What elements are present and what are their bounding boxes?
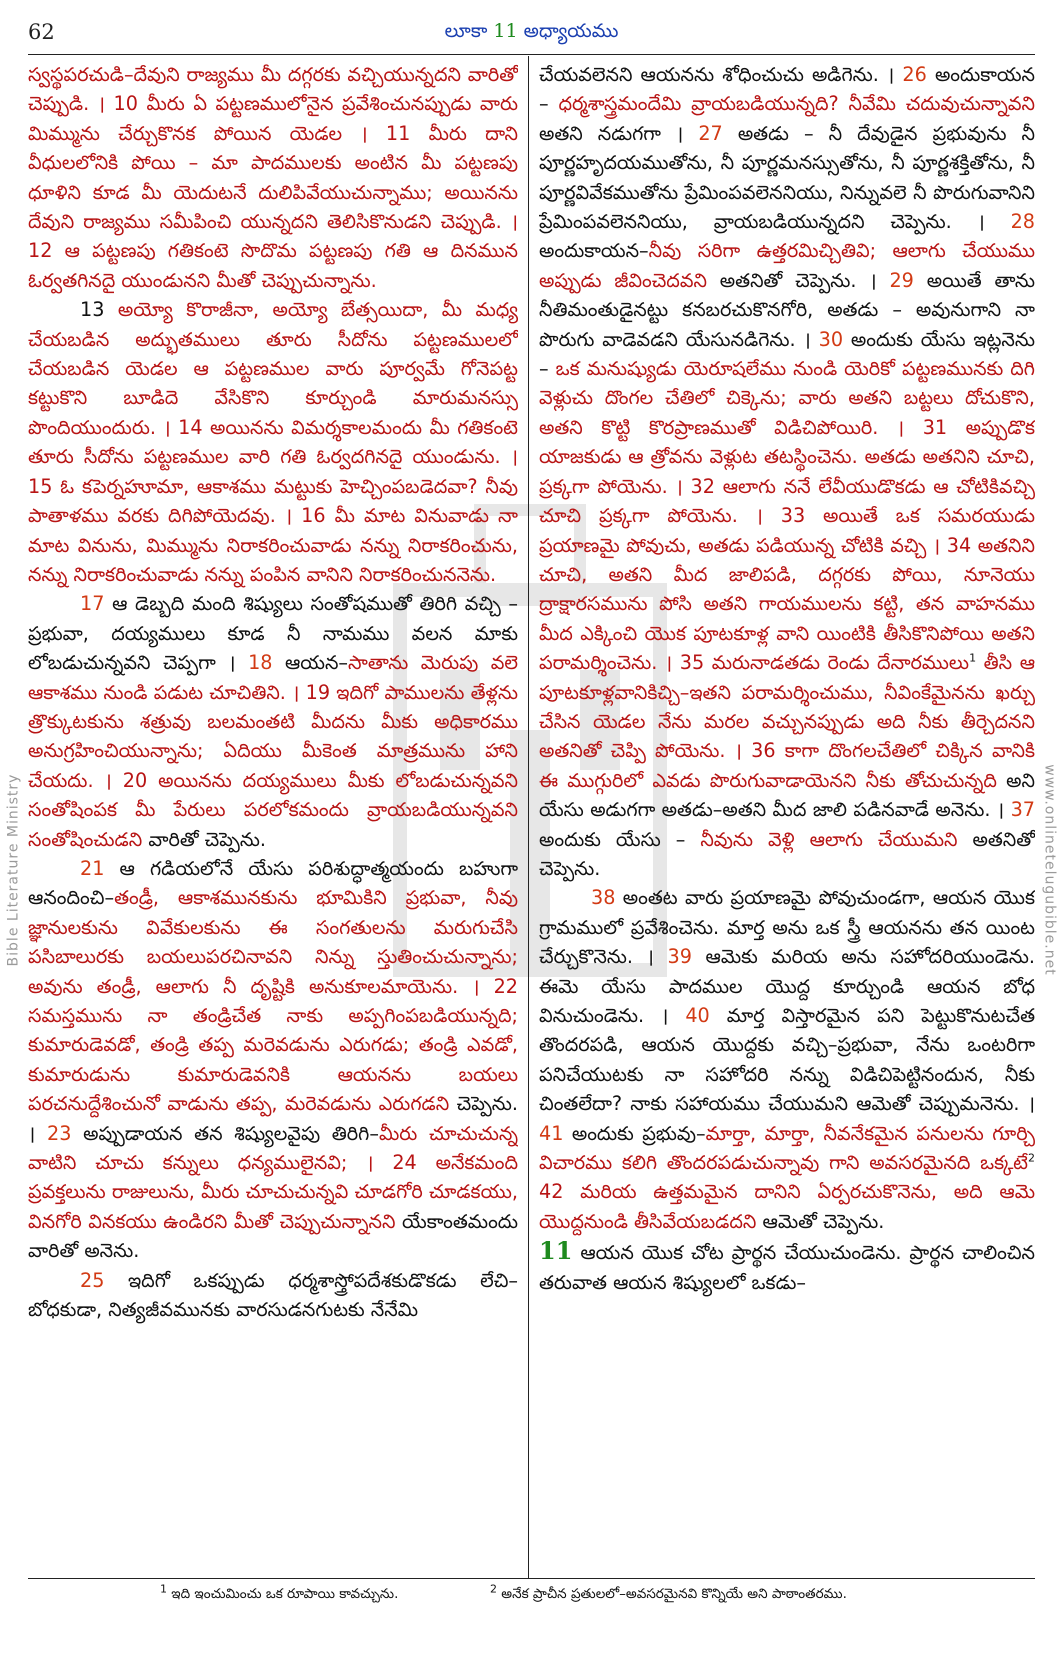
paragraph (28, 854, 518, 1266)
footnote-ref: 2 (1028, 1151, 1035, 1165)
paragraph (539, 60, 1035, 883)
left-column (28, 60, 518, 1575)
jesus-words: నీవు సరిగా ఉత్తరమిచ్చితివి; ఆలాగు చేయుము అప్పుడు జీవించెదవని (539, 239, 1035, 292)
side-text-right (1040, 690, 1060, 1050)
narrative-text: ఆయన– (272, 651, 349, 675)
footnote-mark: 2 (490, 1582, 497, 1596)
verse-number: 27 (698, 121, 723, 145)
narrative-text: అని యేసు అడుగగా అతడు–అతని మీద జాలి పడినవాడే అనెను. । (539, 768, 1035, 822)
page-number: 62 (28, 20, 55, 44)
verse-number: 40 (685, 1004, 710, 1027)
paragraph (28, 1266, 518, 1325)
narrative-text: ఇదిగో ఒకప్పుడు ధర్మశాస్త్రోపదేశకుడొకడు లేచి–బోధకుడా, నిత్యజీవమునకు వారసుడనగుటకు నేనేమి (28, 1268, 518, 1322)
verse-number: 25 (80, 1268, 105, 1292)
narrative-text: అందుకాయన – (539, 63, 1035, 116)
header-chapter: 11 (493, 20, 518, 42)
narrative-text: మార్త విస్తారమైన పని పెట్టుకొనుటచేత తొందరపడి, ఆయన యొద్దకు వచ్చి–ప్రభువా, నేను ఒంటరిగా పనిచేయుటకు నా సహోదరి నన్ను విడిచిపెట్టినందున, నీకు చింతలేదా? నాకు సహాయము చేయుమని ఆమెతో చెప్పుమనెను. । (539, 1004, 1035, 1116)
narrative-text: అతనితో చెప్పెను. (539, 827, 1035, 880)
verse-number: 23 (46, 1121, 72, 1145)
paragraph (28, 295, 518, 589)
verse-number: 28 (1010, 210, 1035, 234)
footnote-rule (28, 1578, 1035, 1579)
paragraph (539, 1236, 1035, 1297)
narrative-text: అందుకు యేసు ఇట్లనెను – (539, 327, 1035, 381)
side-text-left-label: Bible Literature Ministry (5, 773, 22, 967)
narrative-text: అంతట వారు ప్రయాణమై పోవుచుండగా, ఆయన యొక గ్రామములో ప్రవేశించెను. మార్త అను ఒక స్త్రీ ఆయనను తన యింట చేర్చుకొనెను. । (539, 886, 1035, 969)
verse-number: 21 (80, 856, 105, 880)
paragraph (28, 60, 518, 295)
narrative-text: ఆ గడియలోనే యేసు పరిశుద్ధాత్మయందు బహుగా ఆనందించి– (28, 856, 518, 910)
narrative-text: 13 (80, 298, 118, 322)
jesus-words: తీసి ఆ పూటకూళ్లవానికిచ్చి–ఇతని పరామర్శించుము, నీవింకేమైనను ఖర్చు చేసిన యెడల నేను మరల వచ్చునప్పుడు అది నీకు తీర్చెదనని అతనితో చెప్పి పోయెను. । 36 కాగా దొంగలచేతిలో చిక్కిన వానికి ఈ ముగ్గురిలో ఎవడు పొరుగువాడాయెనని నీకు తోచుచున్నది (539, 651, 1035, 792)
verse-number: 17 (80, 592, 105, 616)
jesus-words: మీరు చూచుచున్న వాటిని చూచు కన్నులు ధన్యములైనవి; । 24 అనేకమంది ప్రవక్తలును రాజులును, మీరు చూచుచున్నవి చూడగోరి చూడకయు, వినగోరి వినకయు ఉండిరని మీతో చెప్పుచున్నానని (28, 1121, 518, 1233)
verse-number: 38 (591, 886, 616, 910)
narrative-text: అతడు – నీ దేవుడైన ప్రభువును నీ పూర్ణహృదయముతోను, నీ పూర్ణమనస్సుతోను, నీ పూర్ణశక్తితోను, నీ పూర్ణవివేకముతోను ప్రేమింపవలెననియు, నిన్నువలె నీ పొరుగువానిని ప్రేమింపవలెననియు, వ్రాయబడియున్నదని చెప్పెను. । (539, 121, 1035, 234)
verse-number: 37 (1010, 798, 1035, 822)
jesus-words: ఒక మనుష్యుడు యెరూషలేము నుండి యెరికో పట్టణమునకు దిగి వెళ్లుచు దొంగల చేతిలో చిక్కెను; వారు అతని బట్టలు దోచుకొని, అతని కొట్టి కొరప్రాణముతో విడిచిపోయిరి. । 31 అప్పుడొక యాజకుడు ఆ త్రోవను వెళ్లుట తటస్థించెను. అతడు అతనిని చూచి, ప్రక్కగా పోయెను. । 32 ఆలాగు ననే లేవీయుడొకడు ఆ చోటికివచ్చి చూచి ప్రక్కగా పోయెను. । 33 అయితే ఒక సమరయుడు ప్రయాణమై పోవుచు, అతడు పడియున్న చోటికి వచ్చి । 34 అతనిని చూచి, అతని మీద జాలిపడి, దగ్గరకు పోయి, నూనెయు ద్రాక్షారసమును పోసి అతని గాయములను కట్టి, తన వాహనము మీద ఎక్కించి యొక పూటకూళ్ల వాని యింటికి తీసికొనిపోయి అతని పరామర్శించెను. । 35 మరునాడతడు రెండు దేనారములు (539, 357, 1035, 675)
narrative-text: అందుకాయన– (539, 239, 649, 263)
narrative-text: అందుకు యేసు – (539, 827, 701, 851)
narrative-text: అయితే తాను నీతిమంతుడైనట్టు కనబరచుకొనగోరి, అతడు – అవునుగాని నా పొరుగు వాడెవడని యేసునడిగెను. । (539, 268, 1035, 351)
jesus-words: సాతాను మెరుపు వలె ఆకాశము నుండి పడుట చూచితిని. । 19 ఇదిగో పాములను తేళ్లను త్రొక్కుటకును శత్రువు బలమంతటి మీదను మీకు అధికారము అనుగ్రహించియున్నాను; ఏదియు మీకెంత మాత్రమును హాని చేయదు. । 20 అయినను దయ్యములు మీకు లోబడుచున్నవని సంతోషింపక మీ పేరులు పరలోకమందు వ్రాయబడియున్నవని సంతోషించుడని (28, 651, 518, 851)
narrative-text: ఆమెతో చెప్పెను. (756, 1209, 885, 1233)
narrative-text: చెప్పగా । (150, 651, 249, 675)
jesus-words: తండ్రీ, ఆకాశమునకును భూమికిని ప్రభువా, నీవు జ్ఞానులకును వివేకులకును ఈ సంగతులను మరుగుచేసి పసిబాలురకు బయలుపరచినావని నిన్ను స్తుతించుచున్నాను; అవును తండ్రీ, ఆలాగు నీ దృష్టికి అనుకూలమాయెను. । 22 సమస్తమును నా తండ్రిచేత నాకు అప్పగింపబడియున్నది; కుమారుడెవడో, తండ్రి తప్ప మరెవడును ఎరుగడు; తండ్రి ఎవడో, కుమారుడును కుమారుడెవనికి ఆయనను బయలు పరచనుద్దేశించునో వాడును తప్ప, మరెవడును ఎరుగడని (28, 886, 518, 1116)
verse-number: 18 (248, 651, 273, 675)
column-divider (528, 56, 529, 1578)
narrative-text: ఆమెకు మరియ అను సహోదరియుండెను. ఈమె యేసు పాదముల యొద్ద కూర్చుండి ఆయన బోధ వినుచుండెను. । (539, 945, 1035, 1027)
jesus-words: 42 మరియ ఉత్తమమైన దానిని ఏర్పరచుకొనెను, అది ఆమె యొద్దనుండి తీసివేయబడదని (539, 1180, 1035, 1233)
footnote-text: ఇది ఇంచుమించు ఒక రూపాయి కావచ్చును. (171, 1586, 399, 1602)
chapter-number: 11 (539, 1236, 573, 1266)
jesus-words: మా పాదములకు అంటిన మీ పట్టణపు ధూళిని కూడ మీ యెదుటనే దులిపివేయుచున్నాము; అయినను దేవుని రాజ్యము సమీపించి యున్నదని తెలిసికొనుడని చెప్పుడి. । 12 ఆ పట్టణపు గతికంటె సొదొమ పట్టణపు గతి ఆ దినమున ఓర్వతగినదై యుండునని మీతో చెప్పుచున్నాను. (28, 151, 518, 292)
verse-number: 41 (539, 1121, 564, 1145)
header-book: లూకా (444, 20, 488, 42)
narrative-text: యేకాంతమందు వారితో అనెను. (28, 1209, 518, 1263)
narrative-text: ఆ డెబ్బది మంది శిష్యులు సంతోషముతో తిరిగి వచ్చి – (104, 592, 518, 616)
footnote-2 (490, 1582, 847, 1605)
jesus-words: మార్తా, మార్తా, నీవనేకమైన పనులను గూర్చి విచారము కలిగి తొందరపడుచున్నావు గాని అవసరమైనది ఒక్కటే (539, 1121, 1035, 1175)
header-word: అధ్యాయము (523, 20, 619, 42)
jesus-words: 10 మీరు ఏ పట్టణములోనైన ప్రవేశించునప్పుడు వారు మిమ్మును చేర్చుకొనక పోయిన యెడల । 11 మీరు దాని వీధులలోనికి పోయి – (28, 92, 518, 175)
jesus-words: ధర్మశాస్త్రమందేమి వ్రాయబడియున్నది? నీవేమి చదువుచున్నావని (558, 92, 1035, 116)
side-text-right-label: www.onlinetelugubible.net (1042, 764, 1058, 976)
jesus-words: అయ్యో కొరాజీనా, అయ్యో బేత్సయిదా, మీ మధ్య చేయబడిన అద్భుతములు తూరు సీదోను పట్టణములలో చేయబడిన యెడల ఆ పట్టణముల వారు పూర్వమే గోనెపట్ట కట్టుకొని బూడిదె వేసికొని కూర్చుండి మారుమనస్సు పొందియుందురు. । 14 అయినను విమర్శకాలమందు మీ గతికంటె తూరు సీదోను పట్టణముల వారి గతి ఓర్వదగినదై యుండును. । 15 ఓ కపెర్నహూమా, ఆకాశము మట్టుకు హెచ్చింపబడెదవా? నీవు పాతాళము వరకు దిగిపోయెదవు. । 16 మీ మాట వినువాడు నా మాట వినును, మిమ్మును నిరాకరించువాడు నన్ను నిరాకరించును, నన్ను నిరాకరించువాడు నన్ను పంపిన వానిని నిరాకరించుననెను. (28, 298, 518, 586)
verse-number: 29 (889, 268, 914, 292)
narrative-text: అతనితో చెప్పెను. । (706, 268, 890, 292)
footnote-ref: 1 (969, 651, 977, 665)
header-rule (28, 54, 1035, 55)
jesus-words: స్వస్థపరచుడి–దేవుని రాజ్యము మీ దగ్గరకు వచ్చియున్నదని వారితో చెప్పుడి. । (28, 63, 518, 116)
page-header (0, 20, 1063, 47)
paragraph (28, 589, 518, 854)
side-text-left (3, 690, 23, 1050)
narrative-text: చేయవలెనని ఆయనను శోధించుచు అడిగెను. । (539, 63, 903, 86)
paragraph (539, 883, 1035, 1236)
verse-number: 30 (818, 327, 844, 351)
footnote-mark: 1 (160, 1582, 167, 1596)
verse-number: 26 (902, 63, 927, 86)
narrative-text: అందుకు ప్రభువు– (563, 1121, 706, 1145)
narrative-text: అప్పుడాయన తన శిష్యులవైపు తిరిగి– (71, 1121, 379, 1145)
jesus-words: నీవును వెళ్లి ఆలాగు చేయుమని (700, 827, 958, 851)
verse-number: 39 (667, 945, 692, 969)
footnote-text: అనేక ప్రాచీన ప్రతులలో–అవసరమైనవి కొన్నియే అని పాఠాంతరము. (501, 1586, 847, 1602)
narrative-text: ప్రభువా, దయ్యములు కూడ నీ నామము వలన మాకు లోబడుచున్నవని (28, 621, 518, 675)
narrative-text: అతని నడుగగా । (539, 121, 699, 145)
narrative-text: చెప్పెను. । (28, 1092, 518, 1145)
right-column (539, 60, 1035, 1575)
footnote-1 (160, 1582, 399, 1605)
narrative-text: ఆయన యొక చోట ప్రార్థన చేయుచుండెను. ప్రార్థన చాలించిన తరువాత ఆయన శిష్యులలో ఒకడు– (539, 1241, 1035, 1294)
narrative-text: వారితో చెప్పెను. (142, 827, 267, 851)
